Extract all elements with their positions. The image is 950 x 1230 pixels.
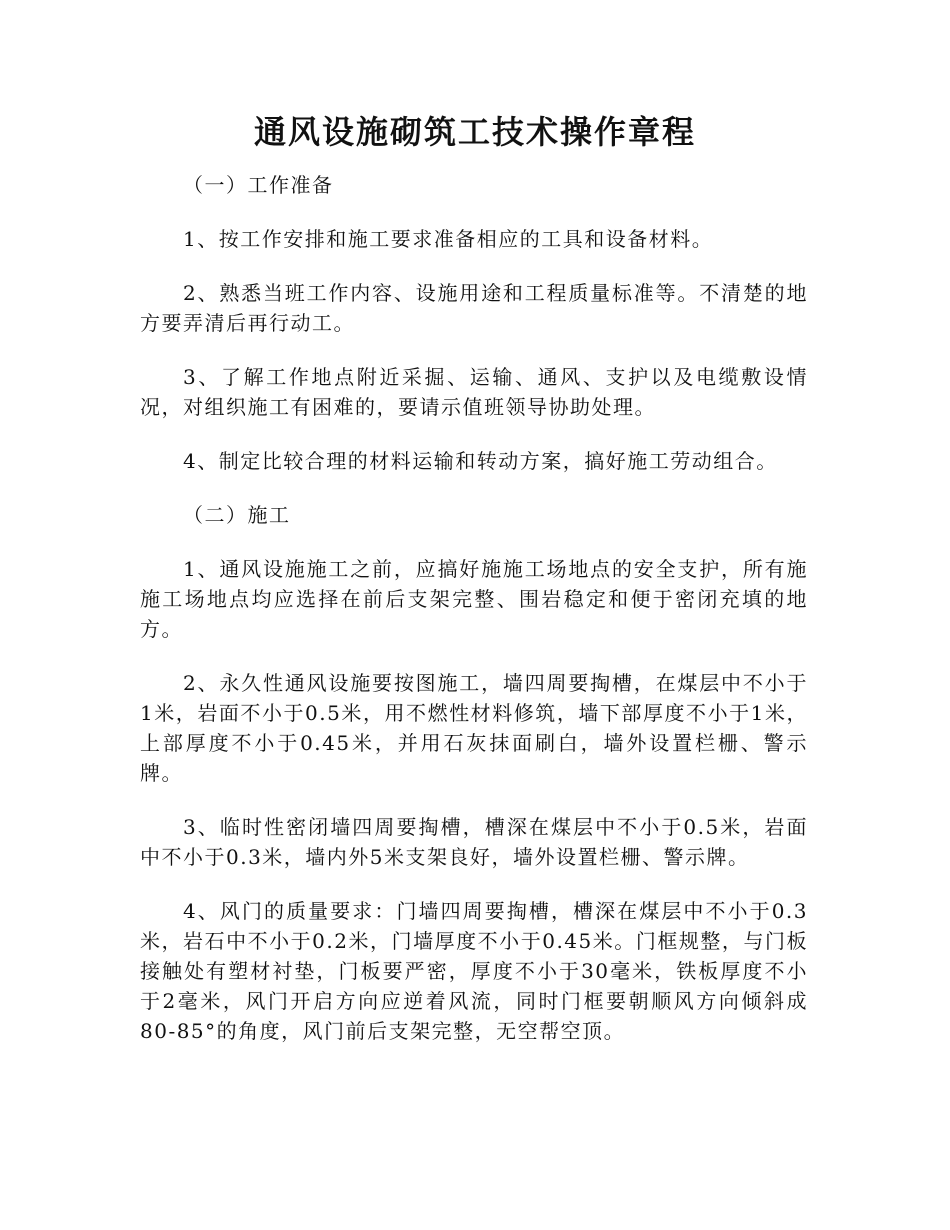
page-title: 通风设施砌筑工技术操作章程: [253, 113, 696, 151]
paragraph-prep-4: 4、制定比较合理的材料运输和转动方案，搞好施工劳动组合。: [183, 449, 778, 473]
section-heading-construction: （二）施工: [183, 503, 291, 527]
paragraph-construction-1: 1、通风设施施工之前，应搞好施施工场地点的安全支护，所有施施工场地点均应选择在前后支架完整、围岩稳定和便于密闭充填的地方。: [140, 557, 808, 641]
paragraph-prep-1: 1、按工作安排和施工要求准备相应的工具和设备材料。: [183, 227, 714, 251]
section-heading-preparation: （一）工作准备: [183, 173, 334, 197]
paragraph-construction-2: 2、永久性通风设施要按图施工，墙四周要掏槽，在煤层中不小于1米，岩面不小于0.5米，用不燃性材料修筑，墙下部厚度不小于1米，上部厚度不小于0.45米，并用石灰抹面刷白，墙外设置栏栅、警示牌。: [140, 671, 808, 785]
paragraph-prep-3: 3、了解工作地点附近采掘、运输、通风、支护以及电缆敷设情况，对组织施工有困难的，要请示值班领导协助处理。: [140, 365, 808, 419]
paragraph-construction-3: 3、临时性密闭墙四周要掏槽，槽深在煤层中不小于0.5米，岩面中不小于0.3米，墙内外5米支架良好，墙外设置栏栅、警示牌。: [140, 815, 808, 869]
paragraph-construction-4: 4、风门的质量要求：门墙四周要掏槽，槽深在煤层中不小于0.3米，岩石中不小于0.2米，门墙厚度不小于0.45米。门框规整，与门板接触处有塑材衬垫，门板要严密，厚度不小于30毫米，铁板厚度不小于2毫米，风门开启方向应逆着风流，同时门框要朝顺风方向倾斜成80-85°的角度，风门前后支架完整，无空帮空顶。: [140, 899, 808, 1043]
paragraph-prep-2: 2、熟悉当班工作内容、设施用途和工程质量标准等。不清楚的地方要弄清后再行动工。: [140, 281, 808, 335]
document-body: [140, 170, 808, 1046]
